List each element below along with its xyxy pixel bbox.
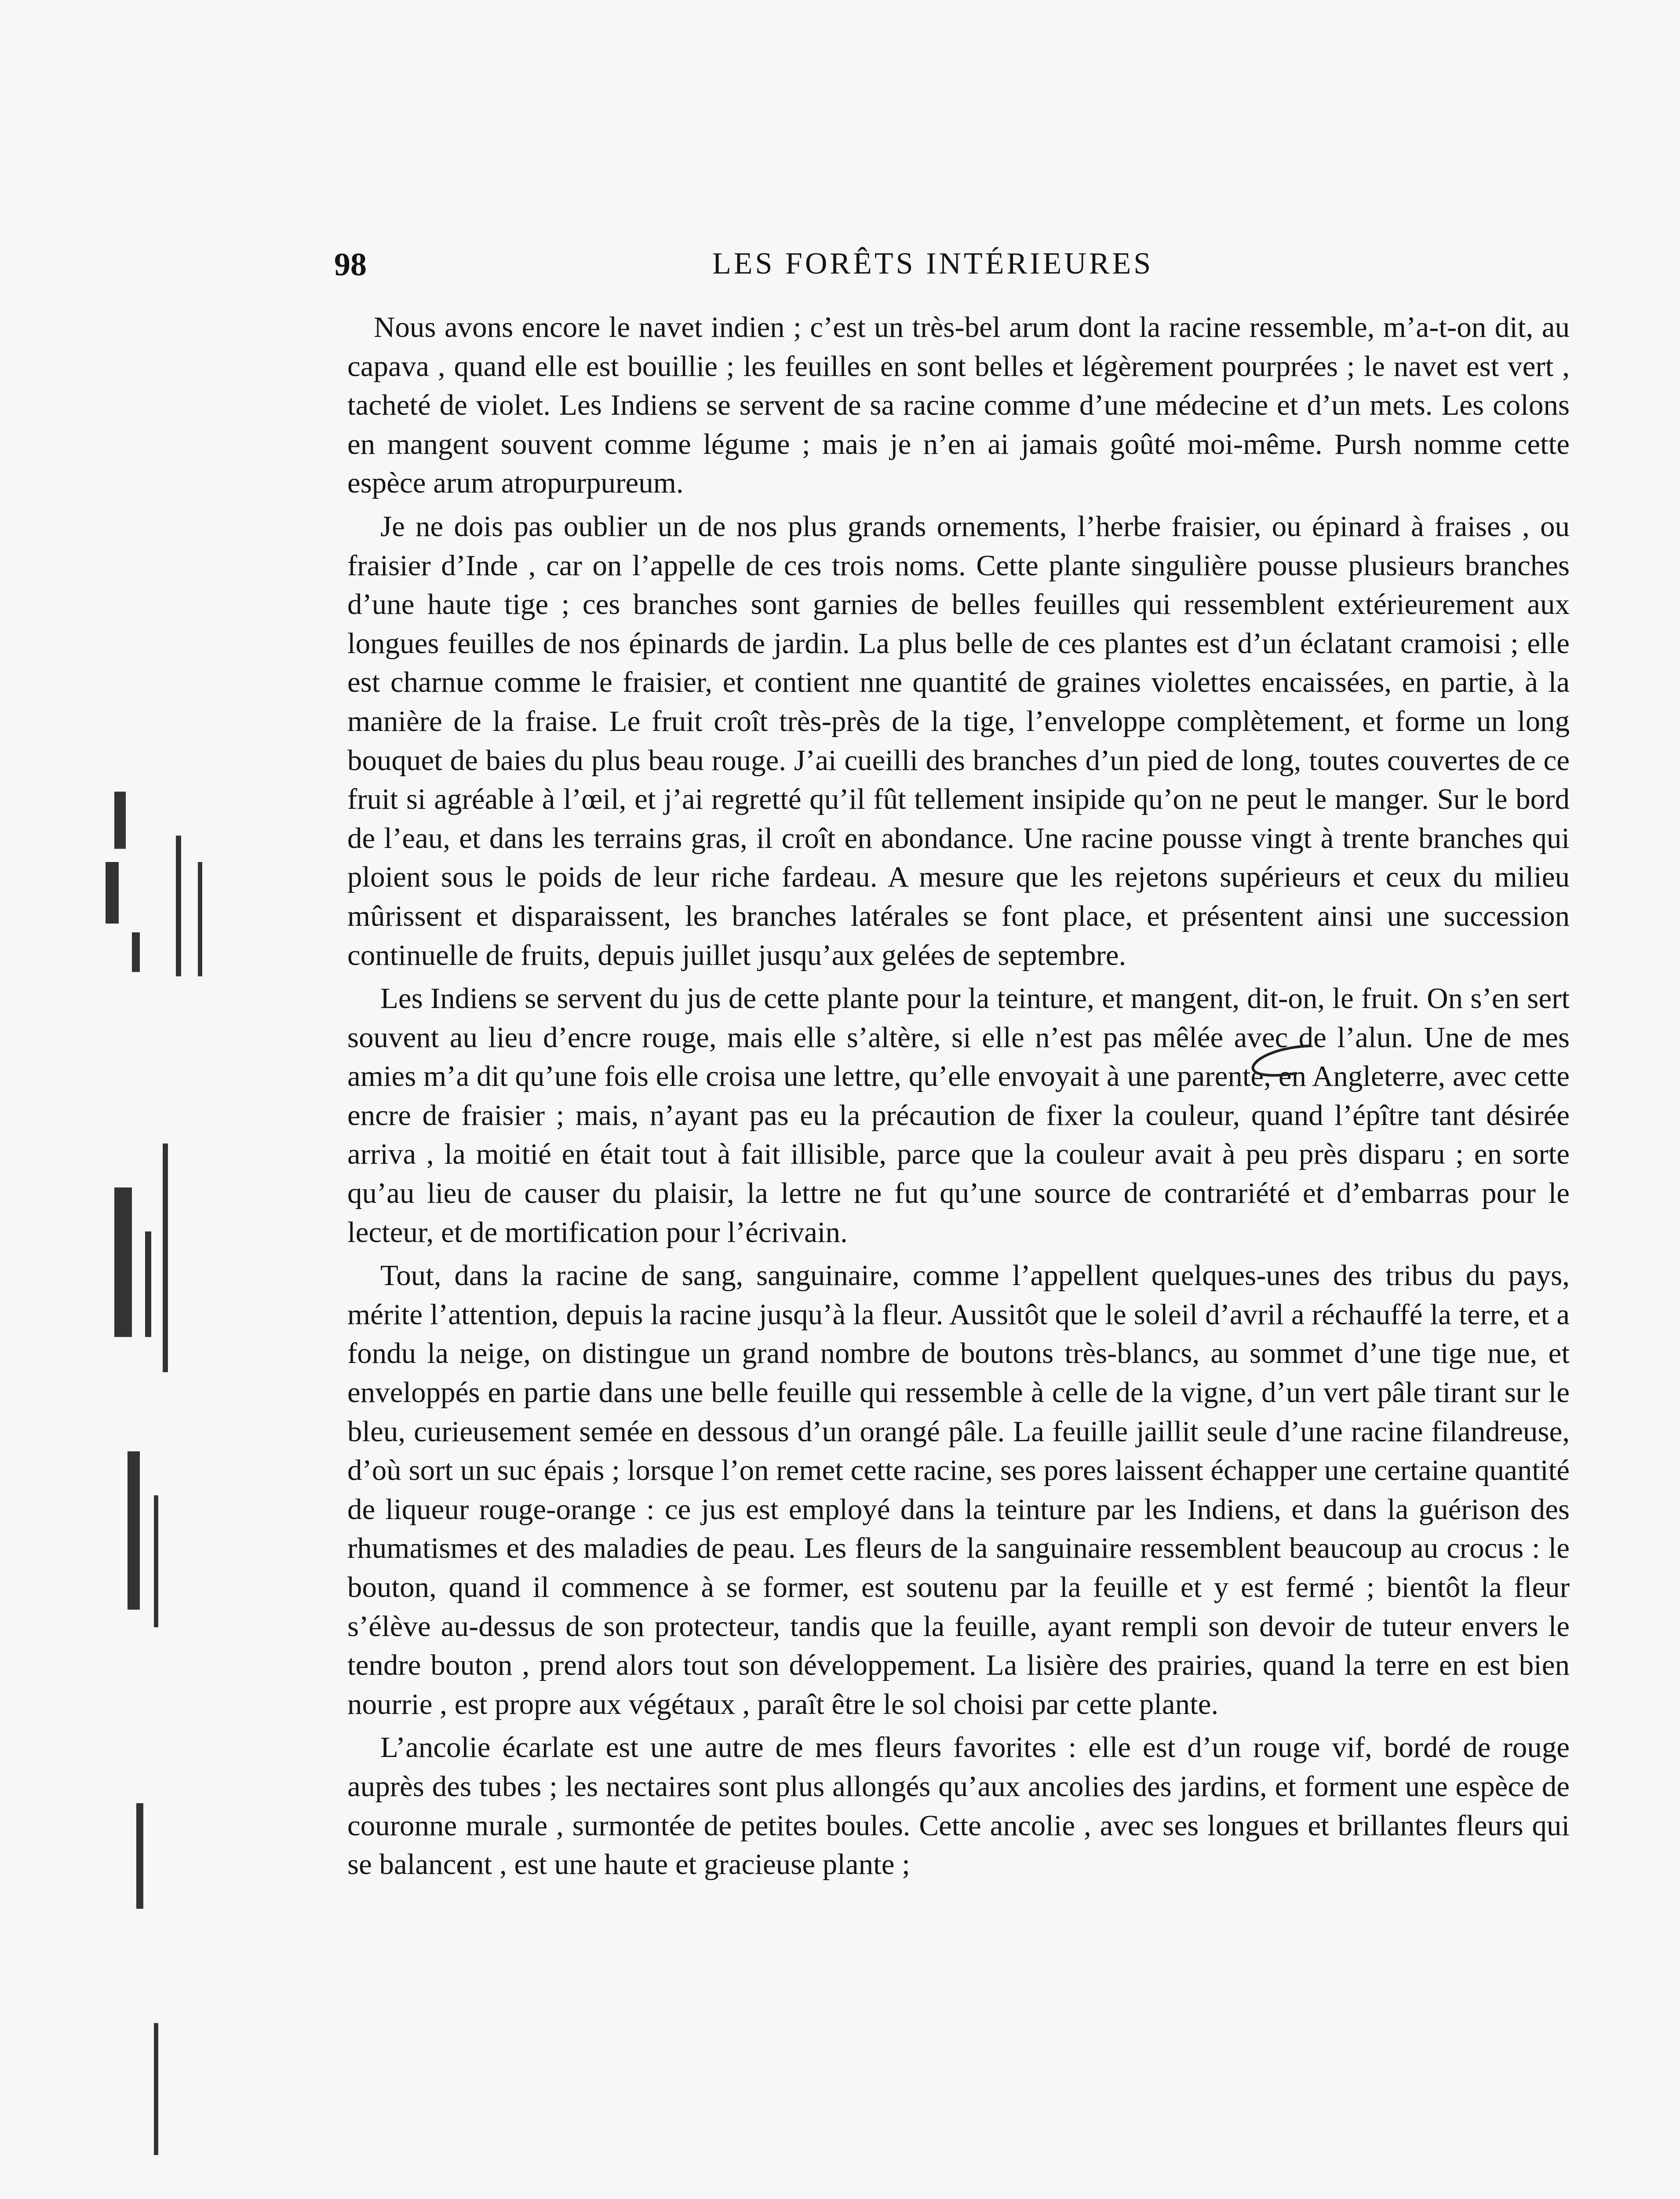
pen-stroke-mark xyxy=(1244,1042,1319,1082)
page-header xyxy=(334,246,1583,286)
paragraph: Les Indiens se servent du jus de cette plante pour la teinture, et mangent, dit-on, le fruit. On s’en sert souvent au lieu d’encre rouge, mais elle s’altère, si elle n’est pas mêlée avec de l’alun. Une de mes amies m’a dit qu’une fois elle croisa une lettre, qu’elle envoyait à une parente, en Angleterre, avec cette encre de fraisier ; mais, n’ayant pas eu la précaution de fixer la couleur, quand l’épître tant désirée arriva , la moitié en était tout à fait illisible, parce que la couleur avait à peu près disparu ; en sorte qu’au lieu de causer du plaisir, la lettre ne fut qu’une source de contrariété et d’embarras pour le lecteur, et de mortification pour l’écrivain. xyxy=(347,982,1570,1249)
body-text xyxy=(347,308,1570,1889)
paragraph: L’ancolie écarlate est une autre de mes fleurs favorites : elle est d’un rouge vif, bordé de rouge auprès des tubes ; les nectaires sont plus allongés qu’aux ancolies des jardins, et forment une espèce de couronne murale , surmontée de petites boules. Cette ancolie , avec ses longues et brillantes fleurs qui se balancent , est une haute et gracieuse plante ; xyxy=(347,1731,1570,1881)
running-title: LES FORÊTS INTÉRIEURES xyxy=(712,247,1154,281)
paragraph: Tout, dans la racine de sang, sanguinaire, comme l’appellent quelques-unes des tribus du pays, mérite l’attention, depuis la racine jusqu’à la fleur. Aussitôt que le soleil d’avril a réchauffé la terre, et a fondu la neige, on distingue un grand nombre de boutons très-blancs, au sommet d’une tige nue, et enveloppés en partie dans une belle feuille qui ressemble à celle de la vigne, d’un vert pâle tirant sur le bleu, curieusement semée en dessous d’un orangé pâle. La feuille jaillit seule d’une racine filandreuse, d’où sort un suc épais ; lorsque l’on remet cette racine, ses pores laissent échapper une certaine quantité de liqueur rouge-orange : ce jus est employé dans la teinture par les Indiens, et dans la guérison des rhumatismes et des maladies de peau. Les fleurs de la sanguinaire ressemblent beaucoup au crocus : le bouton, quand il commence à se former, est soutenu par la feuille et y est fermé ; bientôt la fleur s’élève au-dessus de son protecteur, tandis que la feuille, ayant rempli son devoir de tuteur envers le tendre bouton , prend alors tout son développement. La lisière des prairies, quand la terre en est bien nourrie , est propre aux végétaux , paraît être le sol choisi par cette plante. xyxy=(347,1259,1570,1720)
scan-margin-artifacts xyxy=(66,528,215,2199)
paragraph: Nous avons encore le navet indien ; c’est un très-bel arum dont la racine ressemble, m’a-t-on dit, au capava , quand elle est bouillie ; les feuilles en sont belles et légèrement pourprées ; le navet est vert , tacheté de violet. Les Indiens se servent de sa racine comme d’une médecine et d’un mets. Les colons en mangent souvent comme légume ; mais je n’en ai jamais goûté moi-même. Pursh nomme cette espèce arum atropurpureum. xyxy=(347,311,1570,500)
paragraph: Je ne dois pas oublier un de nos plus grands ornements, l’herbe fraisier, ou épinard à fraises , ou fraisier d’Inde , car on l’appelle de ces trois noms. Cette plante singulière pousse plusieurs branches d’une haute tige ; ces branches sont garnies de belles feuilles qui ressemblent extérieurement aux longues feuilles de nos épinards de jardin. La plus belle de ces plantes est d’un éclatant cramoisi ; elle est charnue comme le fraisier, et contient nne quantité de graines violettes encaissées, en partie, à la manière de la fraise. Le fruit croît très-près de la tige, l’enveloppe complètement, et forme un long bouquet de baies du plus beau rouge. J’ai cueilli des branches d’un pied de long, toutes couvertes de ce fruit si agréable à l’œil, et j’ai regretté qu’il fût tellement insipide qu’on ne peut le manger. Sur le bord de l’eau, et dans les terrains gras, il croît en abondance. Une racine pousse vingt à trente branches qui ploient sous le poids de leur riche fardeau. A mesure que les rejetons supérieurs et ceux du milieu mûrissent et disparaissent, les branches latérales se font place, et présentent ainsi une succession continuelle de fruits, depuis juillet jusqu’aux gelées de septembre. xyxy=(347,510,1570,972)
page-number: 98 xyxy=(334,247,367,283)
